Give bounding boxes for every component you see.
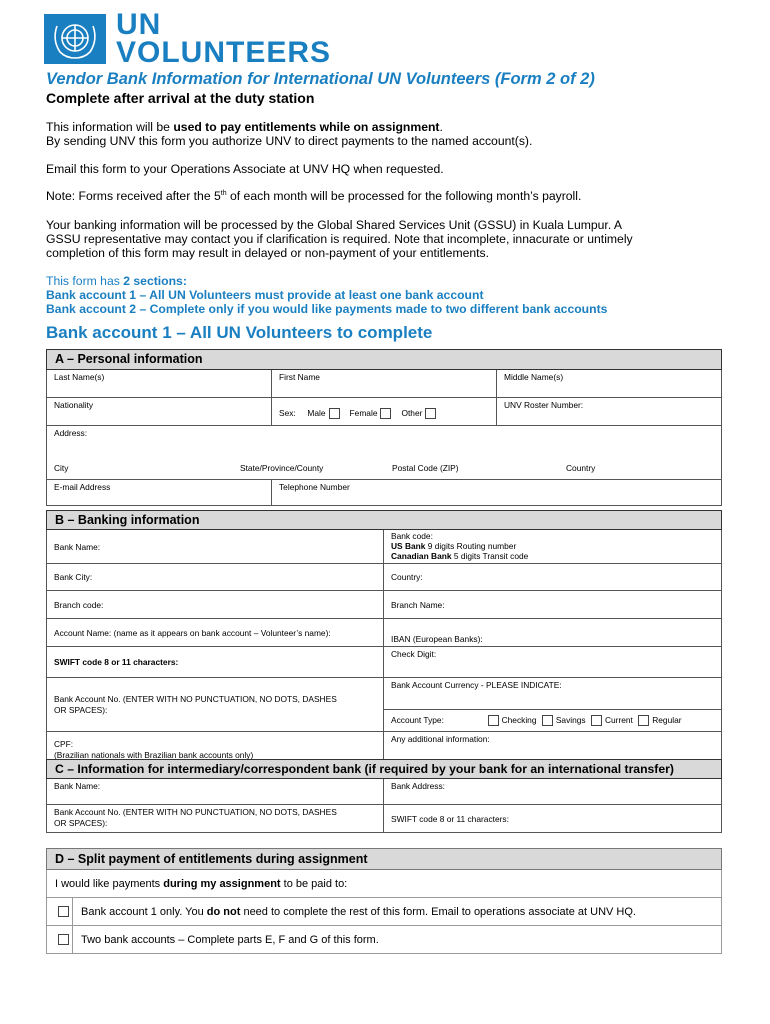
part-b-header: B – Banking information <box>47 511 722 530</box>
savings-checkbox[interactable] <box>542 715 553 726</box>
option-2-checkbox[interactable] <box>58 934 69 945</box>
intermediary-account-number-field[interactable]: Bank Account No. (ENTER WITH NO PUNCTUATION, NO DOTS, DASHES OR SPACES): <box>47 805 384 833</box>
part-b-table <box>46 510 722 764</box>
currency-field[interactable]: Bank Account Currency - PLEASE INDICATE: <box>384 678 722 710</box>
regular-checkbox[interactable] <box>638 715 649 726</box>
cpf-field[interactable]: CPF: (Brazilian nationals with Brazilian bank accounts only) <box>47 732 384 764</box>
intro-note: Note: Forms received after the 5th of each month will be processed for the following month’s payroll. <box>46 189 582 203</box>
city-label: City <box>54 463 69 473</box>
checking-checkbox[interactable] <box>488 715 499 726</box>
option-2-label: Two bank accounts – Complete parts E, F and G of this form. <box>73 926 722 954</box>
bank-country-field[interactable]: Country: <box>384 564 722 591</box>
last-name-field[interactable]: Last Name(s) <box>47 370 272 398</box>
logo-wordmark-un: UN <box>116 8 162 41</box>
middle-name-field[interactable]: Middle Name(s) <box>497 370 722 398</box>
account-name-field[interactable]: Account Name: (name as it appears on bank account – Volunteer’s name): <box>47 619 384 647</box>
roster-number-field[interactable]: UNV Roster Number: <box>497 398 722 426</box>
nationality-field[interactable]: Nationality <box>47 398 272 426</box>
email-field[interactable]: E-mail Address <box>47 480 272 506</box>
male-checkbox[interactable] <box>329 408 340 419</box>
section-1-description: Bank account 1 – All UN Volunteers must provide at least one bank account <box>46 288 484 302</box>
intro-line-1: This information will be used to pay entitlements while on assignment. <box>46 120 443 134</box>
check-digit-field[interactable]: Check Digit: <box>384 647 722 678</box>
logo-wordmark-volunteers: VOLUNTEERS <box>116 36 332 69</box>
intro-email-instruction: Email this form to your Operations Associate at UNV HQ when requested. <box>46 162 444 176</box>
bank-name-field[interactable]: Bank Name: <box>47 530 384 564</box>
iban-field[interactable]: IBAN (European Banks): <box>384 619 722 647</box>
intermediary-bank-address-field[interactable]: Bank Address: <box>384 779 722 805</box>
form-title: Vendor Bank Information for International UN Volunteers (Form 2 of 2) <box>46 70 595 88</box>
address-detail-row[interactable] <box>47 454 722 480</box>
other-checkbox[interactable] <box>425 408 436 419</box>
un-emblem-icon <box>44 14 106 64</box>
account-type-field: Account Type: Checking Savings Current Regular <box>384 710 722 732</box>
split-payment-intro: I would like payments during my assignment to be paid to: <box>47 870 722 898</box>
option-1-checkbox[interactable] <box>58 906 69 917</box>
part-c-table <box>46 759 722 833</box>
section-2-description: Bank account 2 – Complete only if you would like payments made to two different bank accounts <box>46 302 608 316</box>
sex-field: Sex: Male Female Other <box>272 398 497 426</box>
branch-name-field[interactable]: Branch Name: <box>384 591 722 619</box>
part-c-header: C – Information for intermediary/correspondent bank (if required by your bank for an international transfer) <box>47 760 722 779</box>
section-heading: Bank account 1 – All UN Volunteers to complete <box>46 323 433 342</box>
country-label: Country <box>566 463 596 473</box>
swift-code-field[interactable]: SWIFT code 8 or 11 characters: <box>47 647 384 678</box>
part-a-table <box>46 349 722 506</box>
option-1-checkbox-cell[interactable] <box>47 898 73 926</box>
option-2-checkbox-cell[interactable] <box>47 926 73 954</box>
female-checkbox[interactable] <box>380 408 391 419</box>
bank-account-number-field[interactable]: Bank Account No. (ENTER WITH NO PUNCTUATION, NO DOTS, DASHES OR SPACES): <box>47 678 384 732</box>
address-field[interactable]: Address: <box>47 426 722 454</box>
unv-logo <box>44 8 344 69</box>
telephone-field[interactable]: Telephone Number <box>272 480 722 506</box>
current-checkbox[interactable] <box>591 715 602 726</box>
intermediary-bank-name-field[interactable]: Bank Name: <box>47 779 384 805</box>
first-name-field[interactable]: First Name <box>272 370 497 398</box>
bank-city-field[interactable]: Bank City: <box>47 564 384 591</box>
form-subtitle: Complete after arrival at the duty station <box>46 90 315 106</box>
intro-gssu-line-3: completion of this form may result in delayed or non-payment of your entitlements. <box>46 246 490 260</box>
option-1-label: Bank account 1 only. You do not need to complete the rest of this form. Email to operations associate at UNV HQ. <box>73 898 722 926</box>
intro-gssu-line-2: GSSU representative may contact you if clarification is required. Note that incomplete, innacurate or untimely <box>46 232 633 246</box>
intermediary-swift-field[interactable]: SWIFT code 8 or 11 characters: <box>384 805 722 833</box>
sections-intro: This form has 2 sections: <box>46 274 187 288</box>
intro-gssu-line-1: Your banking information will be processed by the Global Shared Services Unit (GSSU) in Kuala Lumpur. A <box>46 218 623 232</box>
part-a-header: A – Personal information <box>47 350 722 370</box>
part-d-table <box>46 848 722 954</box>
part-d-header: D – Split payment of entitlements during assignment <box>47 849 722 870</box>
postal-code-label: Postal Code (ZIP) <box>392 463 459 473</box>
additional-info-field[interactable]: Any additional information: <box>384 732 722 764</box>
branch-code-field[interactable]: Branch code: <box>47 591 384 619</box>
bank-code-field[interactable]: Bank code: US Bank 9 digits Routing number Canadian Bank 5 digits Transit code <box>384 530 722 564</box>
intro-line-2: By sending UNV this form you authorize UNV to direct payments to the named account(s). <box>46 134 533 148</box>
state-label: State/Province/County <box>240 463 324 473</box>
